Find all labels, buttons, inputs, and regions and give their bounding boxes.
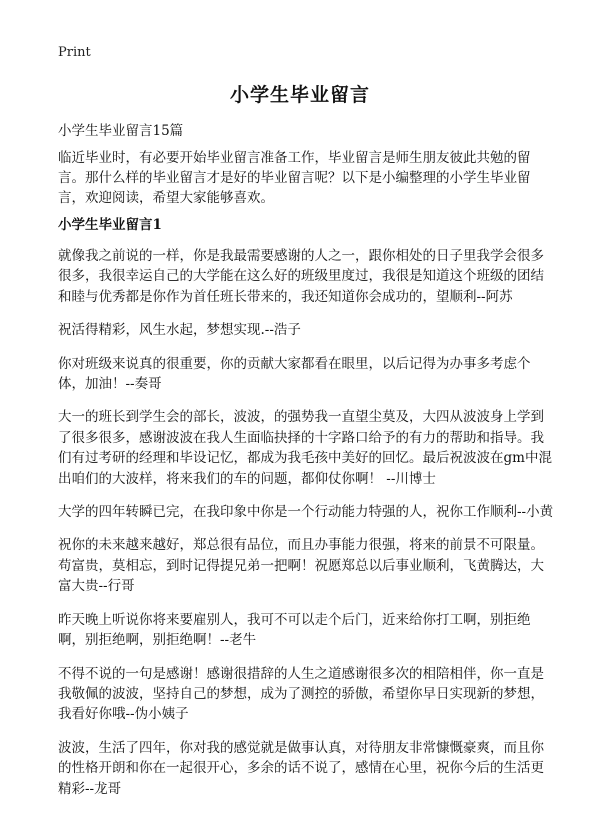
- message-entry: 大一的班长到学生会的部长，波波，的强势我一直望尘莫及，大四从波波身上学到了很多很多，感谢波波在我人生面临抉择的十字路口给予的有力的帮助和指导。我们有过考研的经理和毕设记忆，都成为我毛孩中美好的回忆。最后祝波波在gm中混出咱们的大波样，将来我们的车的问题，都仰仗你啊！ --川博士: [58, 409, 552, 487]
- intro-paragraph: 临近毕业时，有必要开始毕业留言准备工作，毕业留言是师生朋友彼此共勉的留言。那什么样的毕业留言才是好的毕业留言呢？以下是小编整理的小学生毕业留言，欢迎阅读，希望大家能够喜欢。: [58, 150, 531, 206]
- message-entry: 祝活得精彩，风生水起，梦想实现.--浩子: [58, 322, 301, 339]
- message-entry: 不得不说的一句是感谢！感谢很措辞的人生之道感谢很多次的相陪相伴，你一直是我敬佩的波波，坚持自己的梦想，成为了测控的骄傲，希望你早日实现新的梦想，我看好你哦--伪小姨子: [58, 665, 544, 723]
- message-list: [58, 246, 554, 812]
- message-entry: 祝你的未来越来越好，郑总很有品位，而且办事能力很强，将来的前景不可限量。苟富贵，莫相忘，到时记得提兄弟一把啊！祝愿郑总以后事业顺利，飞黄腾达，大富大贵--行哥: [58, 537, 544, 595]
- section-heading: 小学生毕业留言1: [58, 217, 162, 233]
- message-entry: 就像我之前说的一样，你是我最需要感谢的人之一，跟你相处的日子里我学会很多很多，我很幸运自己的大学能在这么好的班级里度过，我很是知道这个班级的团结和睦与优秀都是你作为首任班长带来的，我还知道你会成功的，望顺利--阿苏: [58, 248, 544, 305]
- message-entry: 大学的四年转瞬已完，在我印象中你是一个行动能力特强的人，祝你工作顺利--小黄: [58, 504, 554, 521]
- message-entry: 你对班级来说真的很重要，你的贡献大家都看在眼里，以后记得为办事多考虑个体，加油！--奏哥: [58, 355, 531, 393]
- print-link[interactable]: Print: [58, 45, 91, 60]
- article-subtitle: 小学生毕业留言15篇: [58, 123, 184, 139]
- page-title: 小学生毕业留言: [229, 84, 370, 106]
- message-entry: 昨天晚上听说你将来要雇别人，我可不可以走个后门，近来给你打工啊，别拒绝啊，别拒绝啊，别拒绝啊！--老牛: [58, 611, 531, 649]
- message-entry: 波波，生活了四年，你对我的感觉就是做事认真，对待朋友非常慷慨豪爽，而且你的性格开朗和你在一起很开心，多余的话不说了，感情在心里，祝你今后的生活更精彩--龙哥: [58, 739, 544, 797]
